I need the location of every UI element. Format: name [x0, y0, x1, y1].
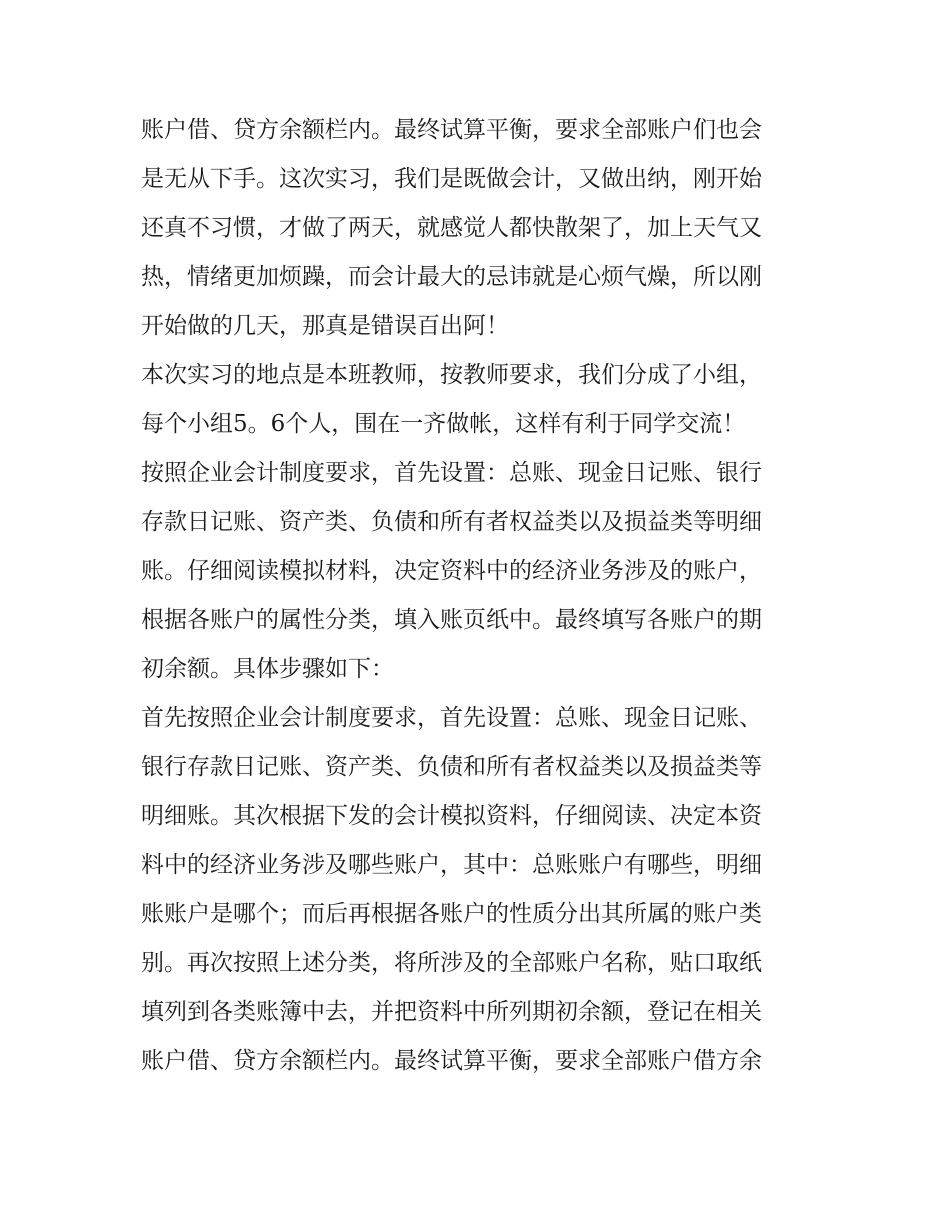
text-line: 账户借、贷方余额栏内。最终试算平衡，要求全部账户借方余 [141, 1048, 762, 1074]
text-line: 本次实习的地点是本班教师，按教师要求，我们分成了小组， [141, 362, 762, 388]
text-line: 还真不习惯，才做了两天，就感觉人都快散架了，加上天气又 [141, 215, 762, 241]
text-line: 初余额。具体步骤如下： [141, 656, 394, 682]
text-line: 明细账。其次根据下发的会计模拟资料，仔细阅读、决定本资 [141, 803, 762, 829]
text-line: 别。再次按照上述分类，将所涉及的全部账户名称，贴口取纸 [141, 950, 762, 976]
text-line: 按照企业会计制度要求，首先设置：总账、现金日记账、银行 [141, 460, 762, 486]
text-line: 填列到各类账簿中去，并把资料中所列期初余额，登记在相关 [141, 999, 762, 1025]
text-line: 根据各账户的属性分类，填入账页纸中。最终填写各账户的期 [141, 607, 762, 633]
text-line: 存款日记账、资产类、负债和所有者权益类以及损益类等明细 [141, 509, 762, 535]
text-line: 是无从下手。这次实习，我们是既做会计，又做出纳，刚开始 [141, 166, 762, 192]
text-line: 每个小组5。6个人，围在一齐做帐，这样有利于同学交流！ [141, 411, 746, 437]
text-line: 账户借、贷方余额栏内。最终试算平衡，要求全部账户们也会 [141, 117, 762, 143]
document-body [141, 106, 813, 1086]
text-line: 料中的经济业务涉及哪些账户，其中：总账账户有哪些，明细 [141, 852, 762, 878]
text-line: 账。仔细阅读模拟材料，决定资料中的经济业务涉及的账户， [141, 558, 762, 584]
text-line: 账账户是哪个；而后再根据各账户的性质分出其所属的账户类 [141, 901, 762, 927]
text-line: 热，情绪更加烦躁，而会计最大的忌讳就是心烦气燥，所以刚 [141, 264, 762, 290]
text-line: 首先按照企业会计制度要求，首先设置：总账、现金日记账、 [141, 705, 762, 731]
text-line: 银行存款日记账、资产类、负债和所有者权益类以及损益类等 [141, 754, 762, 780]
text-line: 开始做的几天，那真是错误百出阿！ [141, 313, 509, 339]
